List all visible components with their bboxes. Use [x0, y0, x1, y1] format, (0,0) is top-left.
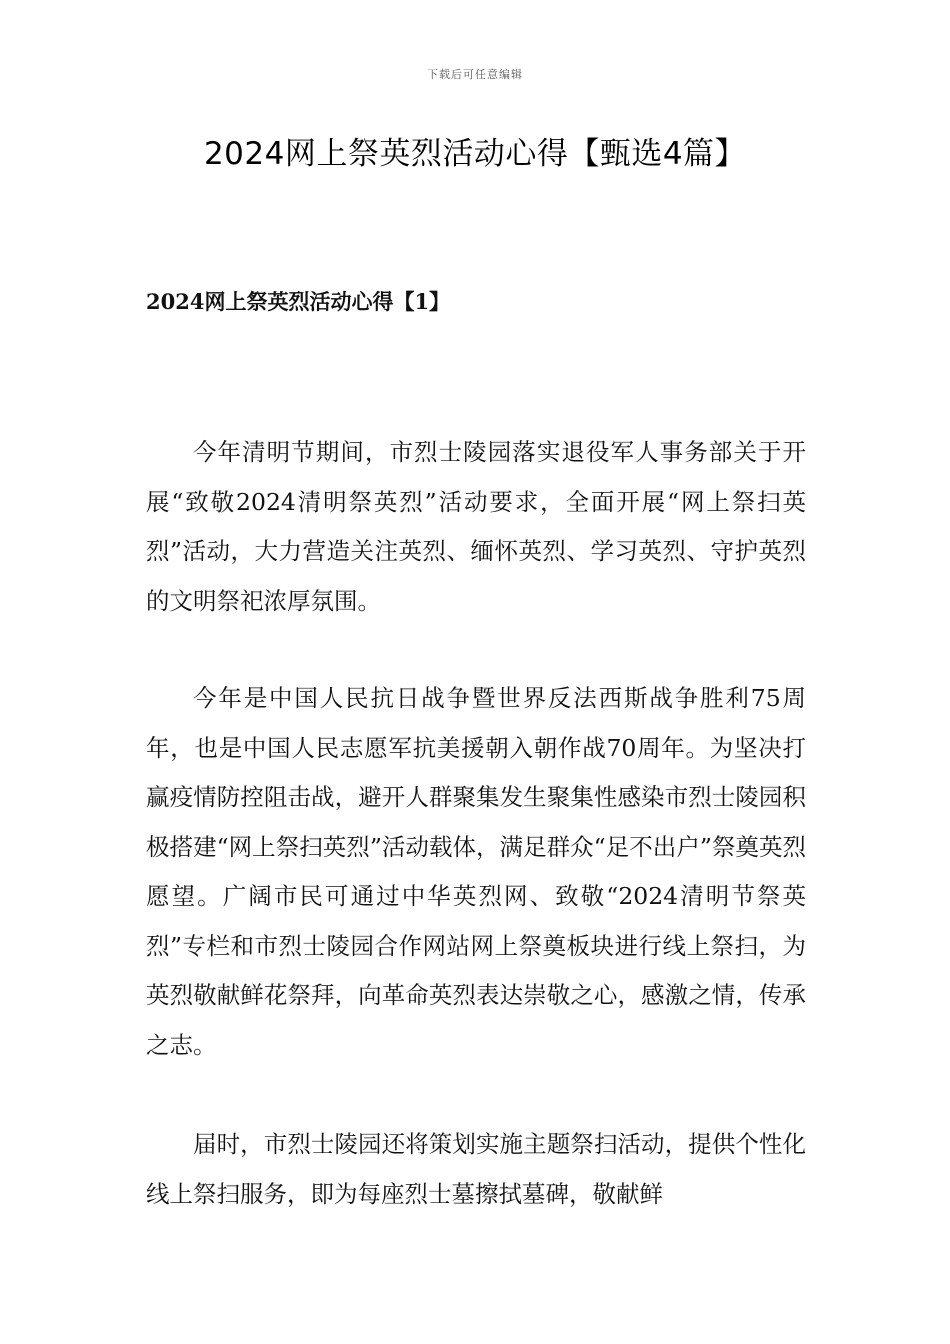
- paragraph-2: 今年是中国人民抗日战争暨世界反法西斯战争胜利75周年，也是中国人民志愿军抗美援朝入朝作战70周年。为坚决打赢疫情防控阻击战，避开人群聚集发生聚集性感染市烈士陵园积极搭建“网上祭扫英烈”活动载体，满足群众“足不出户”祭奠英烈愿望。广阔市民可通过中华英烈网、致敬“2024清明节祭英烈”专栏和市烈士陵园合作网站网上祭奠板块进行线上祭扫，为英烈敬献鲜花祭拜，向革命英烈表达崇敬之心，感激之情，传承之志。: [146, 684, 806, 1059]
- paragraph-1: 今年清明节期间，市烈士陵园落实退役军人事务部关于开展“致敬2024清明祭英烈”活动要求，全面开展“网上祭扫英烈”活动，大力营造关注英烈、缅怀英烈、学习英烈、守护英烈的文明祭祀浓厚氛围。: [146, 438, 806, 615]
- header-note: 下载后可任意编辑: [427, 68, 523, 81]
- section-heading: 2024网上祭英烈活动心得【1】: [146, 289, 451, 314]
- document-title: 2024网上祭英烈活动心得【甄选4篇】: [203, 136, 747, 172]
- paragraph-3: 届时，市烈士陵园还将策划实施主题祭扫活动，提供个性化线上祭扫服务，即为每座烈士墓擦拭墓碑，敬献鲜: [146, 1130, 806, 1208]
